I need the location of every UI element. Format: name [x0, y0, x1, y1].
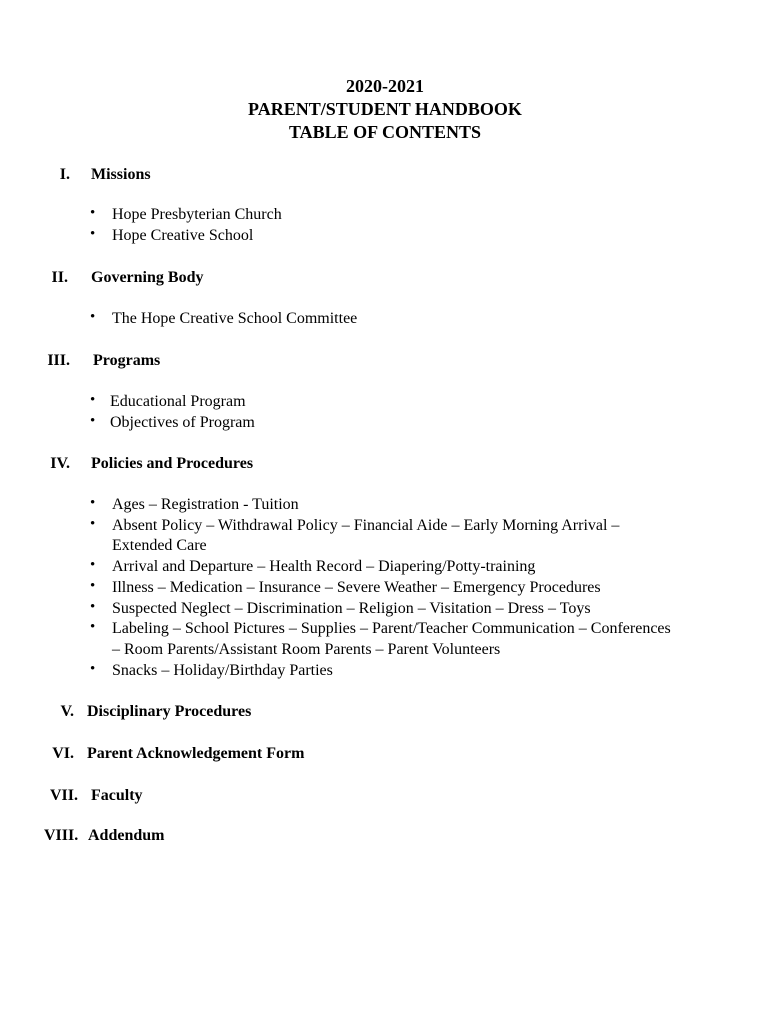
list-item: • Ages – Registration - Tuition — [90, 495, 299, 513]
bullet-icon: • — [90, 392, 96, 408]
section-title: Programs — [93, 352, 161, 369]
list-item: • Objectives of Program — [90, 412, 255, 431]
bullet-icon: • — [90, 309, 96, 325]
list-item: • Hope Presbyterian Church — [90, 205, 282, 223]
section-title: Disciplinary Procedures — [87, 703, 252, 720]
bullet-icon: • — [90, 557, 96, 574]
bullet-icon: • — [90, 205, 96, 221]
title-year: 2020-2021 — [346, 76, 424, 96]
title-toc: TABLE OF CONTENTS — [288, 122, 482, 142]
section-numeral: VI. — [52, 745, 74, 762]
list-item: • Snacks – Holiday/Birthday Parties — [90, 660, 333, 679]
section-numeral: II. — [51, 269, 68, 286]
list-item: • Hope Creative School — [90, 225, 254, 244]
bullet-icon: • — [90, 598, 96, 615]
list-item: • Educational Program — [90, 392, 246, 410]
section-title: Governing Body — [91, 269, 204, 286]
section-numeral: IV. — [50, 455, 70, 472]
section-item-list — [0, 205, 770, 246]
section-numeral: V. — [60, 703, 74, 720]
section-numeral: III. — [47, 352, 70, 369]
section-item-list — [0, 309, 770, 330]
section-title: Missions — [91, 166, 151, 183]
bullet-icon: • — [90, 515, 96, 532]
section-title: Addendum — [88, 827, 165, 844]
list-item: • Illness – Medication – Insurance – Severe Weather – Emergency Procedures — [90, 577, 601, 596]
section-numeral: VII. — [49, 787, 78, 804]
section-numeral: VIII. — [44, 827, 79, 844]
section-item-list — [0, 495, 770, 681]
list-item: • Absent Policy – Withdrawal Policy – Financial Aide – Early Morning Arrival – Extended Care — [90, 515, 620, 555]
section-title: Parent Acknowledgement Form — [87, 745, 305, 762]
list-item: • The Hope Creative School Committee — [90, 309, 358, 327]
section-title: Faculty — [91, 787, 143, 804]
list-item: • Labeling – School Pictures – Supplies – Parent/Teacher Communication – Conferences – Room Parents/Assistant Room Parents – Parent Volunteers — [90, 619, 671, 658]
section-item-list — [0, 392, 770, 433]
bullet-icon: • — [90, 412, 96, 429]
document-title — [0, 75, 770, 144]
section-title: Policies and Procedures — [91, 455, 254, 472]
list-item: • Arrival and Departure – Health Record – Diapering/Potty-training — [90, 557, 536, 576]
bullet-icon: • — [90, 660, 96, 677]
section-numeral: I. — [59, 166, 70, 183]
list-item: • Suspected Neglect – Discrimination – Religion – Visitation – Dress – Toys — [90, 598, 591, 617]
bullet-icon: • — [90, 577, 96, 594]
bullet-icon: • — [90, 225, 96, 242]
bullet-icon: • — [90, 495, 96, 511]
title-handbook: PARENT/STUDENT HANDBOOK — [248, 99, 522, 119]
bullet-icon: • — [90, 619, 96, 636]
